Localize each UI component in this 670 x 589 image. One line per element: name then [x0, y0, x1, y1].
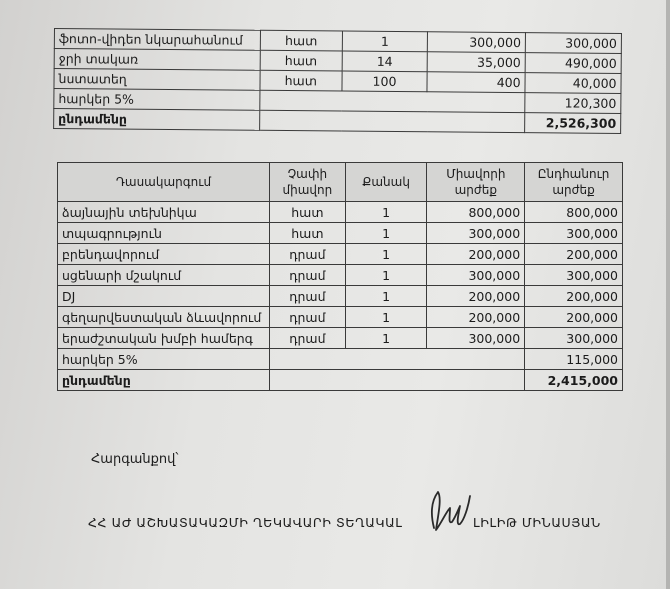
- total-cell: 300,000: [525, 223, 623, 244]
- item-cell: տպագրություն: [58, 223, 270, 244]
- table-row: [58, 244, 623, 265]
- table-row: [58, 307, 623, 328]
- unit-cell: հատ: [269, 202, 345, 223]
- item-cell: գեղարվեստական ձևավորում: [58, 307, 270, 328]
- unit-cell: դրամ: [269, 328, 345, 349]
- total-cell: 300,000: [525, 265, 623, 286]
- unit-cell: դրամ: [269, 307, 345, 328]
- table-row: [58, 328, 623, 349]
- table-row: [58, 286, 623, 307]
- signatory-name: ԼԻԼԻԹ ՄԻՆԱՍՅԱՆ: [473, 515, 601, 530]
- price-cell: 300,000: [428, 32, 526, 53]
- budget-table-top: [53, 28, 622, 134]
- price-cell: 300,000: [427, 265, 525, 286]
- qty-cell: 1: [345, 202, 427, 223]
- qty-cell: 1: [345, 307, 427, 328]
- qty-cell: 1: [345, 244, 427, 265]
- total-cell: 800,000: [525, 202, 623, 223]
- page-edge: [666, 0, 670, 589]
- total-cell: 200,000: [525, 307, 623, 328]
- table-row: [58, 223, 623, 244]
- qty-cell: 1: [342, 31, 428, 52]
- unit-cell: հատ: [269, 223, 345, 244]
- price-cell: 800,000: [427, 202, 525, 223]
- closing-greeting: Հարգանքով՝: [91, 452, 179, 467]
- item-cell: նստատեղ: [54, 69, 260, 91]
- unit-cell: դրամ: [269, 265, 345, 286]
- item-cell: երաժշտական խմբի համերգ: [58, 328, 270, 349]
- header-price: Միավորի արժեք: [427, 163, 525, 202]
- tax-value: 115,000: [525, 349, 623, 370]
- price-cell: 300,000: [427, 328, 525, 349]
- table-row: [58, 265, 623, 286]
- sum-value: 2,526,300: [525, 113, 621, 134]
- item-cell: ձայնային տեխնիկա: [58, 202, 270, 223]
- table-header-row: [58, 163, 623, 202]
- item-cell: ջրի տակառ: [54, 49, 260, 71]
- qty-cell: 100: [342, 71, 428, 92]
- unit-cell: հատ: [260, 70, 342, 91]
- total-cell: 40,000: [525, 73, 621, 94]
- price-cell: 400: [427, 72, 525, 93]
- total-cell: 490,000: [525, 53, 621, 74]
- qty-cell: 1: [345, 328, 427, 349]
- qty-cell: 14: [342, 51, 428, 72]
- price-cell: 200,000: [427, 307, 525, 328]
- price-cell: 200,000: [427, 286, 525, 307]
- item-cell: սցենարի մշակում: [58, 265, 270, 286]
- budget-table-main: [57, 162, 623, 391]
- unit-cell: դրամ: [269, 286, 345, 307]
- sum-row: [58, 370, 623, 391]
- header-unit: Չափի միավոր: [269, 163, 345, 202]
- price-cell: 300,000: [427, 223, 525, 244]
- sum-value: 2,415,000: [525, 370, 623, 391]
- tax-label: հարկեր 5%: [58, 349, 270, 370]
- header-total: Ընդհանուր արժեք: [525, 163, 623, 202]
- total-cell: 300,000: [525, 33, 621, 54]
- item-cell: ֆոտո-վիդեո նկարահանում: [54, 29, 260, 51]
- tax-row: [58, 349, 623, 370]
- price-cell: 200,000: [427, 244, 525, 265]
- total-cell: 200,000: [525, 244, 623, 265]
- total-cell: 300,000: [525, 328, 623, 349]
- table-row: [58, 202, 623, 223]
- qty-cell: 1: [345, 223, 427, 244]
- tax-value: 120,300: [525, 93, 621, 114]
- qty-cell: 1: [345, 265, 427, 286]
- header-item: Դասակարգում: [58, 163, 270, 202]
- header-qty: Քանակ: [345, 163, 427, 202]
- sum-label: ընդամենը: [54, 109, 260, 131]
- sum-row: [54, 109, 621, 134]
- tax-label: հարկեր 5%: [54, 89, 260, 111]
- signatory-position: ՀՀ ԱԺ ԱՇԽԱՏԱԿԱԶՄԻ ՂԵԿԱՎԱՐԻ ՏԵՂԱԿԱԼ: [88, 515, 403, 530]
- total-cell: 200,000: [525, 286, 623, 307]
- price-cell: 35,000: [427, 52, 525, 73]
- item-cell: DJ: [58, 286, 270, 307]
- handwritten-signature: [420, 482, 480, 542]
- unit-cell: հատ: [260, 30, 342, 51]
- sum-label: ընդամենը: [58, 370, 270, 391]
- unit-cell: հատ: [260, 50, 342, 71]
- item-cell: բրենդավորում: [58, 244, 270, 265]
- qty-cell: 1: [345, 286, 427, 307]
- unit-cell: դրամ: [269, 244, 345, 265]
